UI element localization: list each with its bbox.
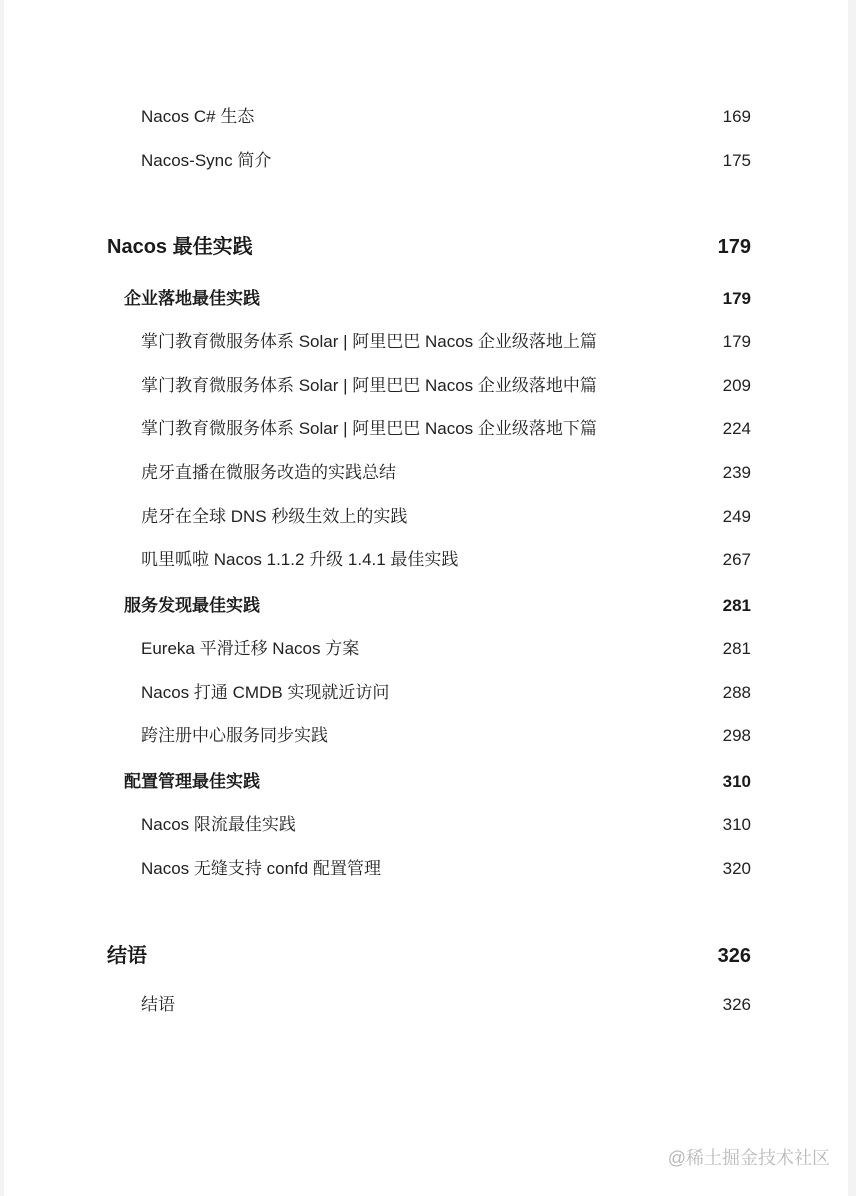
toc-entry-title: Nacos 无缝支持 confd 配置管理 (141, 859, 381, 878)
toc-entry-page: 298 (722, 726, 751, 745)
toc-entry[interactable] (141, 102, 751, 127)
toc-entry-page: 249 (722, 507, 751, 526)
toc-section[interactable] (124, 591, 751, 616)
toc-entry-page: 169 (722, 107, 751, 126)
toc-entry-title: Nacos-Sync 简介 (141, 151, 272, 170)
toc-entry-page: 179 (722, 332, 751, 351)
toc-entry-page: 326 (722, 995, 751, 1014)
toc-entry-title: 掌门教育微服务体系 Solar | 阿里巴巴 Nacos 企业级落地中篇 (141, 376, 597, 395)
toc-entry-page: 310 (722, 815, 751, 834)
toc-section-page: 310 (722, 772, 751, 791)
toc-section[interactable] (124, 767, 751, 792)
toc-entry-page: 320 (722, 859, 751, 878)
toc-entry-title: 虎牙在全球 DNS 秒级生效上的实践 (141, 507, 408, 526)
toc-entry-page: 175 (722, 151, 751, 170)
toc-entry-title: 叽里呱啦 Nacos 1.1.2 升级 1.4.1 最佳实践 (141, 550, 459, 569)
toc-entry-title: Nacos 打通 CMDB 实现就近访问 (141, 683, 390, 702)
toc-section-title: 企业落地最佳实践 (124, 289, 260, 308)
toc-entry[interactable] (141, 545, 751, 570)
toc-section-page: 179 (722, 289, 751, 308)
toc-entry-title: 掌门教育微服务体系 Solar | 阿里巴巴 Nacos 企业级落地上篇 (141, 332, 597, 351)
toc-chapter-title: Nacos 最佳实践 (107, 236, 253, 258)
toc-chapter-page: 179 (717, 236, 751, 258)
toc-entry-title: 结语 (141, 995, 175, 1014)
toc-section-page: 281 (722, 596, 751, 615)
toc-entry-title: 虎牙直播在微服务改造的实践总结 (141, 463, 396, 482)
toc-chapter[interactable] (107, 230, 751, 259)
toc-entry[interactable] (141, 327, 751, 352)
toc-entry[interactable] (141, 810, 751, 835)
toc-entry-title: Eureka 平滑迁移 Nacos 方案 (141, 639, 360, 658)
toc-entry[interactable] (141, 854, 751, 879)
toc-entry-page: 239 (722, 463, 751, 482)
toc-section-title: 服务发现最佳实践 (124, 596, 260, 615)
toc-entry[interactable] (141, 146, 751, 171)
toc-entry[interactable] (141, 721, 751, 746)
toc-entry-page: 281 (722, 639, 751, 658)
toc-entry-page: 224 (722, 419, 751, 438)
toc-entry-title: 跨注册中心服务同步实践 (141, 726, 328, 745)
toc-entry-page: 267 (722, 550, 751, 569)
document-page (4, 0, 848, 1196)
toc-chapter-title: 结语 (107, 945, 147, 967)
toc-entry[interactable] (141, 678, 751, 703)
toc-entry[interactable] (141, 458, 751, 483)
toc-entry[interactable] (141, 414, 751, 439)
toc-entry-page: 209 (722, 376, 751, 395)
toc-entry[interactable] (141, 502, 751, 527)
toc-section[interactable] (124, 284, 751, 309)
toc-entry[interactable] (141, 990, 751, 1015)
toc-section-title: 配置管理最佳实践 (124, 772, 260, 791)
toc-entry-title: 掌门教育微服务体系 Solar | 阿里巴巴 Nacos 企业级落地下篇 (141, 419, 597, 438)
watermark: @稀土掘金技术社区 (667, 1148, 830, 1168)
toc-entry-page: 288 (722, 683, 751, 702)
toc-chapter[interactable] (107, 939, 751, 968)
toc-entry-title: Nacos C# 生态 (141, 107, 255, 126)
toc-entry[interactable] (141, 371, 751, 396)
toc-entry-title: Nacos 限流最佳实践 (141, 815, 296, 834)
toc-chapter-page: 326 (717, 945, 751, 967)
toc-entry[interactable] (141, 634, 751, 659)
